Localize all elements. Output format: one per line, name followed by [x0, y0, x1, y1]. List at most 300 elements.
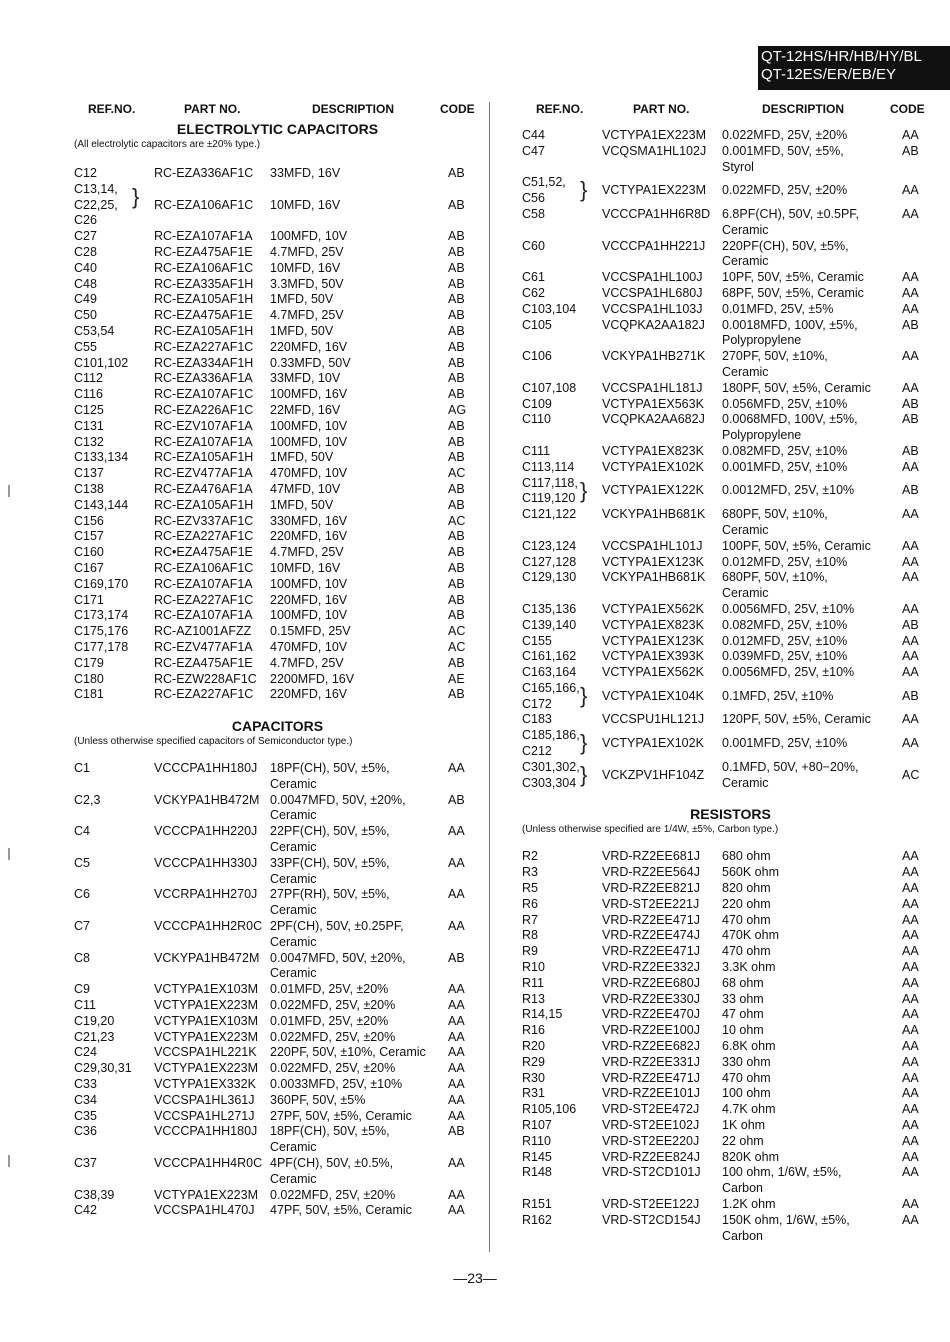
- brace-icon: }: [580, 730, 588, 756]
- code-cell: AB: [448, 655, 465, 670]
- description-cell: 10MFD, 16V: [270, 197, 341, 212]
- code-cell: AB: [448, 687, 465, 702]
- part-no-cell: RC-AZ1001AFZZ: [154, 624, 252, 639]
- code-cell: AA: [448, 1077, 465, 1092]
- ref-no-cell: R9: [522, 944, 538, 959]
- code-header: CODE: [440, 102, 475, 116]
- part-no-cell: VCTYPA1EX823K: [602, 443, 704, 458]
- description-cell: Ceramic: [270, 1140, 317, 1155]
- part-no-cell: VCCSPA1HL101J: [602, 538, 703, 553]
- ref-no-cell: R10: [522, 960, 545, 975]
- ref-no-cell: C35: [74, 1108, 97, 1123]
- ref-no-cell: C28: [74, 244, 97, 259]
- description-cell: 0.039MFD, 25V, ±10%: [722, 649, 848, 664]
- parts-row: [70, 450, 485, 466]
- part-no-cell: VRD-RZ2EE682J: [602, 1039, 700, 1054]
- parts-row: [70, 419, 485, 435]
- ref-no-header: REF.NO.: [88, 102, 136, 116]
- part-no-cell: RC-EZA106AF1C: [154, 260, 254, 275]
- description-cell: Ceramic: [270, 934, 317, 949]
- parts-row: [70, 593, 485, 609]
- parts-row: [518, 428, 943, 444]
- code-cell: AA: [902, 1070, 919, 1085]
- ref-no-cell: C167: [74, 560, 104, 575]
- description-cell: 100 ohm: [722, 1086, 771, 1101]
- part-no-cell: VCCCPA1HH180J: [154, 1124, 258, 1139]
- ref-no-cell: C109: [522, 396, 552, 411]
- ref-no-cell: C116: [74, 387, 103, 402]
- ref-no-cell: R162: [522, 1212, 552, 1227]
- ref-no-cell: C157: [74, 529, 104, 544]
- code-cell: AA: [448, 1029, 465, 1044]
- description-cell: Carbon: [722, 1228, 763, 1243]
- ref-no-cell: C4: [74, 824, 90, 839]
- code-cell: AA: [902, 1118, 919, 1133]
- ref-no-cell: R11: [522, 975, 545, 990]
- ref-no-cell: C47: [522, 143, 545, 158]
- ref-no-cell: R14,15: [522, 1007, 563, 1022]
- parts-row: [70, 1014, 485, 1030]
- code-cell: AA: [448, 1187, 465, 1202]
- parts-row: [518, 144, 943, 160]
- description-cell: 330 ohm: [722, 1054, 771, 1069]
- ref-no-cell: C44: [522, 128, 545, 142]
- description-cell: 4.7MFD, 25V: [270, 545, 344, 560]
- parts-row: [518, 333, 943, 349]
- part-no-cell: RC-EZA105AF1H: [154, 323, 254, 338]
- parts-row: [518, 483, 943, 507]
- description-cell: Styrol: [722, 159, 754, 174]
- part-no-cell: RC-EZA227AF1C: [154, 592, 254, 607]
- parts-row: [518, 960, 943, 976]
- part-no-header: PART NO.: [184, 102, 241, 116]
- code-cell: AA: [902, 928, 919, 943]
- parts-row: [70, 856, 485, 872]
- code-cell: AG: [448, 402, 467, 417]
- parts-row: [70, 640, 485, 656]
- description-cell: 150K ohm, 1/6W, ±5%,: [722, 1212, 850, 1227]
- ref-no-cell: C138: [74, 481, 104, 496]
- ref-no-cell: C56: [522, 191, 545, 206]
- ref-no-cell: R3: [522, 865, 538, 880]
- code-cell: AB: [448, 166, 465, 180]
- spacer: [70, 152, 485, 166]
- code-cell: AA: [448, 761, 465, 776]
- description-cell: Ceramic: [270, 871, 317, 886]
- description-cell: 0.0068MFD, 100V, ±5%,: [722, 412, 858, 427]
- part-no-cell: RC-EZA334AF1H: [154, 355, 254, 370]
- ref-no-cell: C113,114: [522, 459, 575, 474]
- code-cell: AA: [902, 128, 919, 142]
- description-cell: 680PF, 50V, ±10%,: [722, 507, 828, 522]
- parts-row: [70, 1172, 485, 1188]
- ref-no-cell: C173,174: [74, 608, 129, 623]
- description-cell: 33PF(CH), 50V, ±5%,: [270, 855, 390, 870]
- spacer: [518, 837, 943, 849]
- parts-row: [70, 198, 485, 214]
- code-cell: AA: [902, 944, 919, 959]
- code-cell: AC: [448, 513, 466, 528]
- code-cell: AB: [902, 483, 919, 498]
- code-cell: AE: [448, 671, 465, 686]
- code-cell: AA: [902, 270, 919, 285]
- parts-row: [518, 555, 943, 571]
- code-cell: AA: [448, 1045, 465, 1060]
- parts-row: [70, 887, 485, 903]
- ref-no-cell: C13,14,: [74, 181, 118, 196]
- description-cell: 22MFD, 16V: [270, 402, 341, 417]
- parts-row: [518, 286, 943, 302]
- part-no-cell: RC-EZA227AF1C: [154, 339, 254, 354]
- description-cell: 2PF(CH), 50V, ±0.25PF,: [270, 919, 404, 934]
- ref-no-cell: C2,3: [74, 792, 101, 807]
- description-cell: 10PF, 50V, ±5%, Ceramic: [722, 270, 864, 285]
- part-no-cell: VCTYPA1EX104K: [602, 688, 704, 703]
- description-cell: 0.1MFD, 25V, ±10%: [722, 688, 834, 703]
- parts-row: [518, 1071, 943, 1087]
- description-cell: 0.0018MFD, 100V, ±5%,: [722, 317, 858, 332]
- parts-row: [518, 1197, 943, 1213]
- ref-no-cell: C175,176: [74, 624, 129, 639]
- ref-no-cell: C7: [74, 919, 90, 934]
- code-cell: AA: [448, 1092, 465, 1107]
- ref-no-cell: C27: [74, 229, 97, 244]
- ref-no-cell: C53,54: [74, 323, 115, 338]
- parts-row: [70, 435, 485, 451]
- description-cell: 470MFD, 10V: [270, 466, 348, 481]
- code-cell: AA: [902, 849, 919, 864]
- ref-no-cell: C161,162: [522, 649, 577, 664]
- description-cell: Ceramic: [722, 222, 769, 237]
- part-no-cell: VCCSPA1HL470J: [154, 1203, 255, 1218]
- part-no-cell: VCCCPA1HH2R0C: [154, 919, 263, 934]
- part-no-cell: VCCCPA1HH6R8D: [602, 206, 711, 221]
- description-cell: 0.012MFD, 25V, ±10%: [722, 633, 848, 648]
- parts-row: [518, 1229, 943, 1245]
- part-no-cell: RC-EZA107AF1A: [154, 576, 253, 591]
- parts-row: [518, 412, 943, 428]
- code-cell: AA: [902, 991, 919, 1006]
- parts-row: [518, 1165, 943, 1181]
- part-no-cell: VCTYPA1EX223M: [154, 1187, 258, 1202]
- description-cell: 33 ohm: [722, 991, 764, 1006]
- part-no-cell: RC-EZA107AF1A: [154, 608, 253, 623]
- page-number: —23—: [453, 1270, 497, 1286]
- ref-no-cell: R145: [522, 1149, 552, 1164]
- ref-no-cell: C49: [74, 292, 97, 307]
- ref-no-cell: R20: [522, 1039, 545, 1054]
- part-no-cell: RC-EZA226AF1C: [154, 402, 254, 417]
- part-no-cell: VRD-ST2CD154J: [602, 1212, 701, 1227]
- description-cell: 270PF, 50V, ±10%,: [722, 349, 828, 364]
- section-title: ELECTROLYTIC CAPACITORS: [176, 121, 379, 137]
- description-cell: 10MFD, 16V: [270, 560, 341, 575]
- description-cell: Ceramic: [722, 522, 769, 537]
- model-line-1: QT-12HS/HR/HB/HY/BL: [761, 48, 922, 65]
- code-cell: AB: [448, 244, 465, 259]
- spacer: [70, 703, 485, 715]
- ref-no-cell: C21,23: [74, 1029, 115, 1044]
- parts-row: [70, 1077, 485, 1093]
- ref-no-cell: C179: [74, 655, 104, 670]
- description-cell: 68PF, 50V, ±5%, Ceramic: [722, 285, 864, 300]
- parts-row: [70, 166, 485, 182]
- ref-no-cell: C5: [74, 855, 90, 870]
- part-no-cell: VCCCPA1HH180J: [154, 761, 258, 776]
- parts-row: [70, 1093, 485, 1109]
- parts-row: [70, 608, 485, 624]
- parts-row: [70, 498, 485, 514]
- description-cell: 100MFD, 10V: [270, 418, 348, 433]
- ref-no-cell: R16: [522, 1023, 545, 1038]
- parts-row: [70, 403, 485, 419]
- parts-row: [518, 767, 943, 792]
- description-cell: Polypropylene: [722, 333, 802, 348]
- ref-no-cell: C1: [74, 761, 90, 776]
- section-note: (Unless otherwise specified capacitors of Semiconductor type.): [74, 736, 353, 748]
- description-cell: 220PF(CH), 50V, ±5%,: [722, 238, 849, 253]
- description-cell: 100MFD, 10V: [270, 608, 348, 623]
- ref-no-cell: C12: [74, 166, 97, 180]
- description-cell: 220MFD, 16V: [270, 529, 348, 544]
- parts-row: [70, 761, 485, 777]
- parts-row: [518, 128, 943, 144]
- parts-row: [70, 687, 485, 703]
- description-cell: 1MFD, 50V: [270, 497, 334, 512]
- code-cell: AB: [448, 576, 465, 591]
- ref-no-cell: R2: [522, 849, 538, 864]
- part-no-cell: RC-EZA105AF1H: [154, 450, 254, 465]
- code-cell: AB: [902, 317, 919, 332]
- code-cell: AA: [448, 1061, 465, 1076]
- code-cell: AB: [902, 443, 919, 458]
- parts-row: [518, 1118, 943, 1134]
- code-cell: AA: [902, 570, 919, 585]
- parts-row: [518, 539, 943, 555]
- part-no-cell: VRD-RZ2EE471J: [602, 1070, 700, 1085]
- parts-row: [518, 523, 943, 539]
- ref-no-cell: C42: [74, 1203, 97, 1218]
- parts-row: [518, 239, 943, 255]
- parts-row: [70, 529, 485, 545]
- description-cell: 470 ohm: [722, 944, 771, 959]
- description-cell: 1MFD, 50V: [270, 292, 334, 307]
- code-cell: AA: [902, 206, 919, 221]
- code-cell: AA: [902, 538, 919, 553]
- description-cell: 100PF, 50V, ±5%, Ceramic: [722, 538, 871, 553]
- ref-no-cell: C101,102: [74, 355, 129, 370]
- part-no-cell: VCTYPA1EX223M: [154, 1029, 258, 1044]
- description-cell: 0.082MFD, 25V, ±10%: [722, 617, 848, 632]
- description-cell: 470K ohm: [722, 928, 779, 943]
- part-no-cell: RC-EZW228AF1C: [154, 671, 257, 686]
- description-cell: 3.3MFD, 50V: [270, 276, 344, 291]
- part-no-cell: RC-EZA475AF1E: [154, 244, 253, 259]
- description-cell: 100 ohm, 1/6W, ±5%,: [722, 1165, 842, 1180]
- left-parts-column: [70, 102, 485, 1219]
- ref-no-cell: C55: [74, 339, 97, 354]
- description-cell: 6.8K ohm: [722, 1039, 776, 1054]
- parts-row: [70, 561, 485, 577]
- code-cell: AA: [902, 183, 919, 198]
- description-cell: 0.001MFD, 25V, ±10%: [722, 736, 848, 751]
- code-cell: AB: [448, 450, 465, 465]
- description-cell: 33MFD, 16V: [270, 166, 341, 180]
- parts-row: [70, 261, 485, 277]
- code-cell: AB: [902, 617, 919, 632]
- part-no-cell: VCTYPA1EX102K: [602, 459, 704, 474]
- ref-no-cell: R7: [522, 912, 538, 927]
- ref-no-cell: R148: [522, 1165, 552, 1180]
- code-cell: AA: [448, 919, 465, 934]
- part-no-cell: RC-EZA107AF1A: [154, 229, 253, 244]
- code-cell: AA: [902, 285, 919, 300]
- code-cell: AA: [448, 1108, 465, 1123]
- code-cell: AB: [902, 412, 919, 427]
- parts-row: [518, 223, 943, 239]
- parts-row: [70, 1030, 485, 1046]
- ref-no-cell: C33: [74, 1077, 97, 1092]
- parts-row: [70, 577, 485, 593]
- code-cell: AB: [448, 608, 465, 623]
- parts-row: [518, 634, 943, 650]
- code-cell: AC: [448, 639, 466, 654]
- description-cell: 47MFD, 10V: [270, 481, 341, 496]
- code-cell: AB: [902, 688, 919, 703]
- description-cell: 0.01MFD, 25V, ±5%: [722, 301, 834, 316]
- parts-row: [70, 545, 485, 561]
- description-cell: 470 ohm: [722, 1070, 771, 1085]
- parts-row: [70, 482, 485, 498]
- part-no-cell: VCKYPA1HB472M: [154, 792, 260, 807]
- part-no-cell: VRD-RZ2EE680J: [602, 975, 700, 990]
- description-cell: Ceramic: [270, 776, 317, 791]
- code-cell: AA: [902, 649, 919, 664]
- description-cell: 220PF, 50V, ±10%, Ceramic: [270, 1045, 426, 1060]
- ref-no-cell: C129,130: [522, 570, 577, 585]
- description-cell: 220 ohm: [722, 896, 771, 911]
- part-no-cell: RC-EZA336AF1A: [154, 371, 253, 386]
- ref-no-cell: C22,25,: [74, 197, 118, 212]
- code-cell: AA: [902, 1149, 919, 1164]
- parts-row: [70, 951, 485, 967]
- parts-row: [70, 1188, 485, 1204]
- code-cell: AA: [902, 896, 919, 911]
- description-cell: 4.7MFD, 25V: [270, 308, 344, 323]
- ref-no-cell: C125: [74, 402, 104, 417]
- parts-row: [70, 1203, 485, 1219]
- description-cell: 680 ohm: [722, 849, 771, 864]
- code-cell: AA: [448, 887, 465, 902]
- description-cell: 100MFD, 16V: [270, 387, 348, 402]
- description-cell: 0.0056MFD, 25V, ±10%: [722, 665, 855, 680]
- code-cell: AA: [902, 1102, 919, 1117]
- part-no-cell: VCTYPA1EX562K: [602, 601, 704, 616]
- parts-row: [70, 387, 485, 403]
- code-cell: AA: [902, 1023, 919, 1038]
- description-cell: 1.2K ohm: [722, 1197, 776, 1211]
- description-cell: Ceramic: [270, 1171, 317, 1186]
- description-cell: 0.0056MFD, 25V, ±10%: [722, 601, 855, 616]
- spacer: [518, 118, 943, 128]
- code-cell: AA: [902, 349, 919, 364]
- parts-row: [518, 649, 943, 665]
- parts-row: [518, 160, 943, 176]
- ref-no-cell: C132: [74, 434, 104, 449]
- part-no-cell: RC-EZA336AF1C: [154, 166, 254, 180]
- description-cell: 330MFD, 16V: [270, 513, 348, 528]
- ref-no-cell: R107: [522, 1118, 552, 1133]
- part-no-cell: VRD-RZ2EE471J: [602, 944, 700, 959]
- description-cell: 0.01MFD, 25V, ±20%: [270, 1013, 389, 1028]
- parts-row: [70, 793, 485, 809]
- parts-row: [518, 254, 943, 270]
- brace-icon: }: [580, 682, 588, 708]
- code-cell: AB: [448, 229, 465, 244]
- parts-row: [70, 1109, 485, 1125]
- description-cell: 0.01MFD, 25V, ±20%: [270, 982, 389, 997]
- ref-no-cell: C160: [74, 545, 104, 560]
- ref-no-cell: R29: [522, 1054, 545, 1069]
- part-no-cell: VCTYPA1EX223M: [602, 183, 706, 198]
- description-cell: 4PF(CH), 50V, ±0.5%,: [270, 1156, 394, 1171]
- ref-no-cell: C156: [74, 513, 104, 528]
- code-cell: AA: [902, 507, 919, 522]
- ref-no-cell: C40: [74, 260, 97, 275]
- code-cell: AB: [448, 529, 465, 544]
- parts-row: [70, 919, 485, 935]
- parts-row: [70, 872, 485, 888]
- code-cell: AA: [902, 912, 919, 927]
- description-cell: Ceramic: [722, 254, 769, 269]
- ref-no-cell: C111: [522, 443, 551, 458]
- code-cell: AC: [902, 767, 920, 782]
- description-cell: 10 ohm: [722, 1023, 764, 1038]
- part-no-cell: VCKYPA1HB472M: [154, 950, 260, 965]
- description-cell: 0.1MFD, 50V, +80−20%,: [722, 759, 859, 774]
- parts-row: [518, 865, 943, 881]
- description-cell: 2200MFD, 16V: [270, 671, 355, 686]
- code-cell: AA: [448, 1203, 465, 1218]
- ref-no-cell: C172: [522, 696, 552, 711]
- ref-no-cell: C135,136: [522, 601, 577, 616]
- part-no-cell: VCKYPA1HB681K: [602, 570, 706, 585]
- parts-row: [70, 624, 485, 640]
- description-cell: 100MFD, 10V: [270, 229, 348, 244]
- part-no-cell: VRD-ST2EE472J: [602, 1102, 700, 1117]
- part-no-cell: RC-EZA475AF1E: [154, 308, 253, 323]
- part-no-cell: VCTYPA1EX103M: [154, 982, 258, 997]
- ref-no-cell: R6: [522, 896, 538, 911]
- description-cell: 180PF, 50V, ±5%, Ceramic: [722, 380, 871, 395]
- part-no-cell: VRD-ST2CD101J: [602, 1165, 701, 1180]
- description-cell: 560K ohm: [722, 865, 779, 880]
- description-cell: 0.0033MFD, 25V, ±10%: [270, 1077, 403, 1092]
- description-cell: 22 ohm: [722, 1133, 764, 1148]
- part-no-cell: VCCCPA1HH220J: [154, 824, 258, 839]
- code-cell: AB: [448, 1124, 465, 1139]
- parts-row: [518, 897, 943, 913]
- part-no-cell: VCTYPA1EX223M: [602, 128, 706, 142]
- description-cell: 220MFD, 16V: [270, 687, 348, 702]
- parts-row: [518, 207, 943, 223]
- parts-row: [70, 777, 485, 793]
- ref-no-cell: C303,304: [522, 775, 577, 790]
- parts-row: [518, 381, 943, 397]
- description-cell: 4.7MFD, 25V: [270, 244, 344, 259]
- ref-no-cell: C8: [74, 950, 90, 965]
- parts-row: [518, 507, 943, 523]
